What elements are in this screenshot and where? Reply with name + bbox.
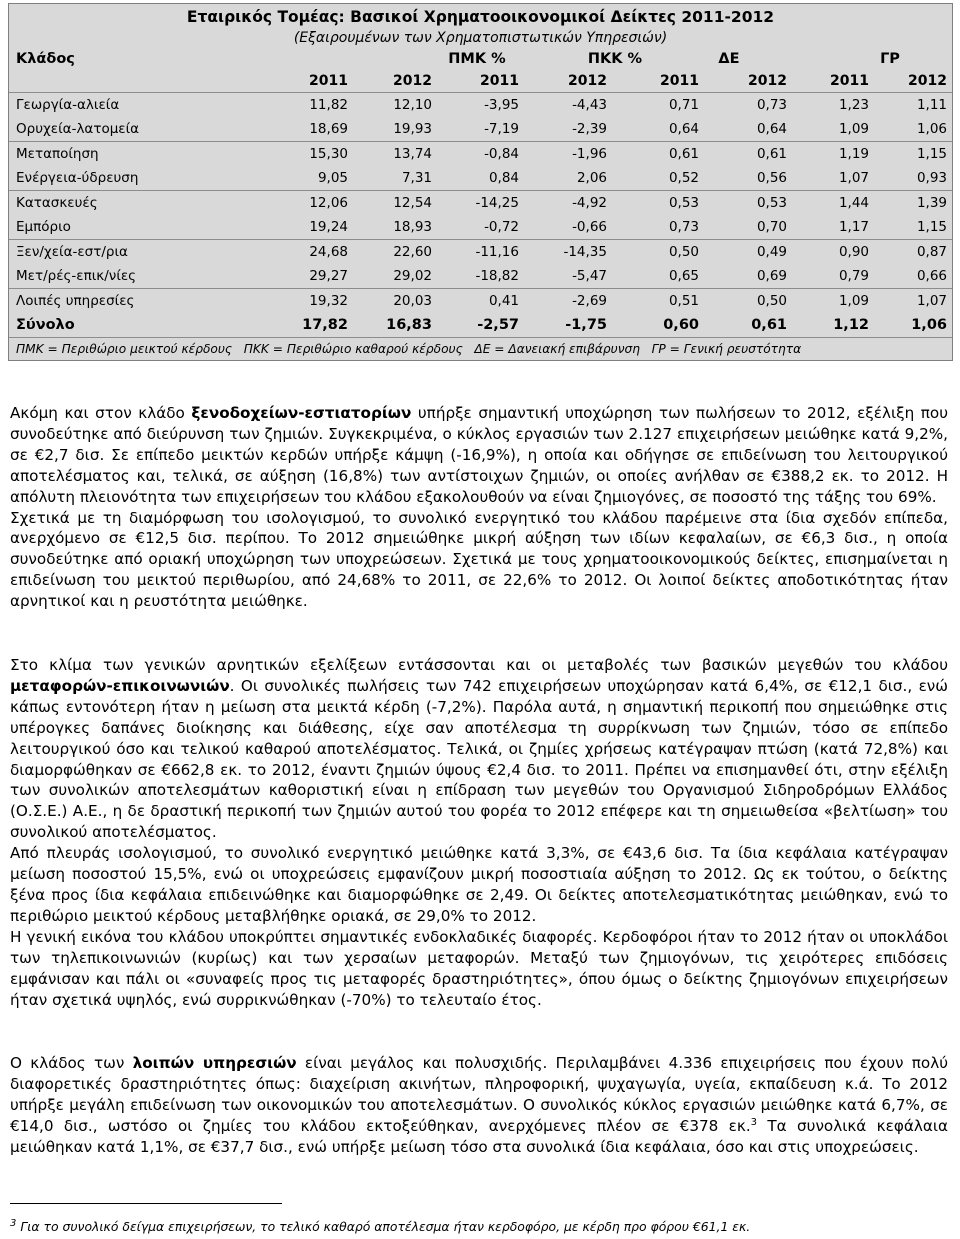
table-cell: 1,11 bbox=[916, 97, 947, 113]
table-cell: 0,61 bbox=[668, 146, 699, 162]
table-cell: 0,56 bbox=[756, 170, 787, 186]
table-cell: 1,23 bbox=[838, 97, 869, 113]
table-cell: 24,68 bbox=[309, 244, 348, 260]
table-cell: 1,06 bbox=[911, 317, 947, 333]
row-header-label: Κλάδος bbox=[16, 51, 75, 67]
table-cell: 0,70 bbox=[756, 219, 787, 235]
text-run: Ο κλάδος των bbox=[10, 1054, 133, 1072]
table-cell: -2,69 bbox=[572, 293, 607, 309]
table-cell: 12,06 bbox=[309, 195, 348, 211]
group-header-pmk: ΠΜΚ % bbox=[448, 51, 506, 67]
text-run: Ακόμη και στον κλάδο bbox=[10, 404, 192, 422]
group-header-de: ΔΕ bbox=[718, 51, 740, 67]
table-row bbox=[9, 288, 952, 313]
group-header-gr: ΓΡ bbox=[880, 51, 900, 67]
year-header-cell: 2012 bbox=[393, 73, 432, 89]
hotels-paragraph-1 bbox=[10, 403, 948, 508]
table-cell: 1,09 bbox=[838, 121, 869, 137]
table-cell: 29,27 bbox=[309, 268, 348, 284]
group-header-row bbox=[9, 48, 952, 70]
table-cell: 0,60 bbox=[663, 317, 699, 333]
row-label: Σύνολο bbox=[16, 317, 75, 333]
footnote-separator bbox=[10, 1203, 282, 1204]
table-cell: 11,82 bbox=[309, 97, 348, 113]
text-run: Στο κλίμα των γενικών αρνητικών εξελίξεων εντάσσονται και οι μεταβολές των βασικών μεγεθών του κλάδου bbox=[10, 656, 948, 674]
table-cell: -7,19 bbox=[484, 121, 519, 137]
section-other-services bbox=[10, 1053, 948, 1158]
year-header-cell: 2012 bbox=[908, 73, 947, 89]
table-cell: 0,73 bbox=[756, 97, 787, 113]
other-services-paragraph-1 bbox=[10, 1053, 948, 1158]
table-cell: 1,15 bbox=[916, 219, 947, 235]
row-label: Γεωργία-αλιεία bbox=[16, 97, 120, 113]
table-row bbox=[9, 190, 952, 215]
transport-paragraph-2: Από πλευράς ισολογισμού, το συνολικό ενεργητικό μειώθηκε κατά 3,3%, σε €43,6 δισ. Τα ίδια κεφάλαια κατέγραψαν μείωση ποσοστού 15,5%, ενώ οι υποχρεώσεις εμφανίζουν μικρή ποσοστιαία αύξηση το 2012. Ως εκ τούτου, ο δείκτης ξένα προς ίδια κεφάλαια επιδεινώθηκε και διαμορφώθηκε σε 2,49. Οι δείκτες αποτελεσματικότητας μειώθηκαν, ενώ το περιθώριο μεικτού κέρδους μεταβλήθηκε οριακά, σε 29,0% το 2012. bbox=[10, 844, 948, 925]
row-label: Μεταποίηση bbox=[16, 146, 99, 162]
table-cell: 0,53 bbox=[668, 195, 699, 211]
table-cell: 0,61 bbox=[751, 317, 787, 333]
table-row bbox=[9, 141, 952, 166]
table-cell: 1,39 bbox=[916, 195, 947, 211]
table-cell: 0,71 bbox=[668, 97, 699, 113]
table-cell: 1,44 bbox=[838, 195, 869, 211]
table-cell: 0,64 bbox=[668, 121, 699, 137]
text-run: υπήρξε σημαντική υποχώρηση των πωλήσεων το 2012, εξέλιξη που συνοδεύτηκε από διεύρυνση των ζημιών. Συγκεκριμένα, ο κύκλος εργασιών των 2.127 επιχειρήσεων μειώθηκε κατά 9,2%, σε €2,7 δισ. Σε επίπεδο μεικτών κερδών υπήρξε κάμψη (-16,9%), η οποία και οδήγησε σε επιδείνωση του λειτουργικού αποτελέσματος και, τελικά, σε αύξηση (16,8%) των αντίστοιχων ζημιών, οι οποίες ανήλθαν σε €388,2 εκ. το 2012. Η απόλυτη πλειονότητα των επιχειρήσεων του κλάδου εξακολουθούν να είναι ζημιογόνες, σε ποσοστό της τάξης του 69%. bbox=[10, 404, 948, 506]
row-label: Ορυχεία-λατομεία bbox=[16, 121, 140, 137]
year-header-cell: 2011 bbox=[309, 73, 348, 89]
table-title: Εταιρικός Τομέας: Βασικοί Χρηματοοικονομικοί Δείκτες 2011-2012 bbox=[186, 8, 775, 26]
table-cell: 17,82 bbox=[302, 317, 348, 333]
footnote-reference[interactable]: 3 bbox=[750, 1116, 758, 1128]
table-cell: -3,95 bbox=[484, 97, 519, 113]
table-row bbox=[9, 92, 952, 117]
table-cell: 1,15 bbox=[916, 146, 947, 162]
table-cell: -14,35 bbox=[563, 244, 607, 260]
table-cell: 0,84 bbox=[488, 170, 519, 186]
section-transport bbox=[10, 655, 948, 1010]
table-cell: 18,69 bbox=[309, 121, 348, 137]
table-cell: 16,83 bbox=[386, 317, 432, 333]
table-cell: -0,84 bbox=[484, 146, 519, 162]
table-cell: 0,65 bbox=[668, 268, 699, 284]
table-cell: 0,61 bbox=[756, 146, 787, 162]
table-cell: -2,57 bbox=[477, 317, 519, 333]
table-cell: 0,50 bbox=[668, 244, 699, 260]
table-cell: 0,64 bbox=[756, 121, 787, 137]
table-cell: 2,06 bbox=[576, 170, 607, 186]
table-cell: 0,66 bbox=[916, 268, 947, 284]
table-cell: -0,66 bbox=[572, 219, 607, 235]
table-cell: -5,47 bbox=[572, 268, 607, 284]
table-cell: 0,87 bbox=[916, 244, 947, 260]
table-cell: 15,30 bbox=[309, 146, 348, 162]
table-cell: -0,72 bbox=[484, 219, 519, 235]
table-cell: 29,02 bbox=[393, 268, 432, 284]
table-cell: 0,51 bbox=[668, 293, 699, 309]
table-row bbox=[9, 264, 952, 288]
row-label: Εμπόριο bbox=[16, 219, 71, 235]
sector-name-transport: μεταφορών-επικοινωνιών bbox=[10, 676, 230, 695]
table-cell: -2,39 bbox=[572, 121, 607, 137]
hotels-paragraph-2: Σχετικά με τη διαμόρφωση του ισολογισμού, το συνολικό ενεργητικό του κλάδου παρέμεινε στα ίδια σχεδόν επίπεδα, ανερχόμενο σε €12,5 δισ. περίπου. Το 2012 σημειώθηκε μικρή αύξηση των ιδίων κεφαλαίων, σε €6,3 δισ., η οποία συνοδεύτηκε από οριακή υποχώρηση των υποχρεώσεων. Σχετικά με τους χρηματοοικονομικούς δείκτες, επισημαίνεται η επιδείνωση του μεικτού περιθωρίου, από 24,68% το 2011, σε 22,6% το 2012. Οι λοιποί δείκτες αποδοτικότητας ήταν αρνητικοί και η ρευστότητα μειώθηκε. bbox=[10, 508, 948, 611]
table-cell: 0,79 bbox=[838, 268, 869, 284]
section-hotels bbox=[10, 403, 948, 612]
row-label: Μετ/ρές-επικ/νίες bbox=[16, 268, 137, 284]
page-footnote bbox=[10, 1219, 750, 1234]
table-row bbox=[9, 215, 952, 239]
table-cell: 19,93 bbox=[393, 121, 432, 137]
table-cell: -11,16 bbox=[475, 244, 519, 260]
table-cell: -4,43 bbox=[572, 97, 607, 113]
table-body bbox=[9, 92, 952, 337]
text-run: Τα συνολικά κεφάλαια μειώθηκαν κατά 1,1%, σε €37,7 δισ., ενώ υπήρξε μείωση τόσο στα συνολικά ίδια κεφάλαια, όσο και στις υποχρεώσεις. bbox=[10, 1116, 948, 1156]
group-header-pkk: ΠΚΚ % bbox=[587, 51, 643, 67]
table-cell: -18,82 bbox=[475, 268, 519, 284]
table-cell: 0,90 bbox=[838, 244, 869, 260]
sector-name-hotels: ξενοδοχείων-εστιατορίων bbox=[191, 404, 412, 422]
table-cell: 1,06 bbox=[916, 121, 947, 137]
table-cell: 7,31 bbox=[401, 170, 432, 186]
table-subtitle: (Εξαιρουμένων των Χρηματοπιστωτικών Υπηρεσιών) bbox=[293, 30, 668, 46]
year-header-cell: 2012 bbox=[568, 73, 607, 89]
table-cell: 1,17 bbox=[838, 219, 869, 235]
table-cell: 1,07 bbox=[838, 170, 869, 186]
table-cell: 12,10 bbox=[393, 97, 432, 113]
year-header-cell: 2011 bbox=[480, 73, 519, 89]
table-cell: 1,12 bbox=[833, 317, 869, 333]
table-cell: 19,32 bbox=[309, 293, 348, 309]
text-run: . Οι συνολικές πωλήσεις των 742 επιχειρήσεων υποχώρησαν κατά 6,4%, σε €12,1 δισ., ενώ κάπως εντονότερη ήταν η μείωση στα μεικτά κέρδη (-7,2%). Παρόλα αυτά, η σημαντική περικοπή που σημειώθηκε στις υπέρογκες δαπάνες διοίκησης και διάθεσης, είχε σαν αποτέλεσμα τη συρρίκνωση των ζημιών, τόσο σε επίπεδο λειτουργικού όσο και τελικού καθαρού αποτελέσματος. Τελικά, οι ζημίες χρήσεως κατέγραψαν πτώση (κατά 72,8%) και διαμορφώθηκαν σε €662,8 εκ. το 2012, έναντι ζημιών ύψους €2,4 δισ. το 2011. Πρέπει να επισημανθεί ότι, στην εξέλιξη των συνολικών αποτελεσμάτων καθοριστική είναι η επίδραση των μεγεθών του Οργανισμού Σιδηροδρόμων Ελλάδος (Ο.Σ.Ε.) Α.Ε., η δε δραστική περικοπή των ζημιών αυτού του φορέα το 2012 επέφερε και τη σημειωθείσα «βελτίωση» του συνολικού αποτελέσματος. bbox=[10, 676, 948, 842]
table-cell: 9,05 bbox=[317, 170, 348, 186]
table-footnote: ΠΜΚ = Περιθώριο μεικτού κέρδους ΠΚΚ = Περιθώριο καθαρού κέρδους ΔΕ = Δανειακή επιβάρυνση ΓΡ = Γενική ρευστότητα bbox=[9, 337, 952, 360]
table-cell: 12,54 bbox=[393, 195, 432, 211]
table-cell: 18,93 bbox=[393, 219, 432, 235]
table-cell: 1,09 bbox=[838, 293, 869, 309]
table-row bbox=[9, 239, 952, 264]
table-cell: 0,50 bbox=[756, 293, 787, 309]
table-row bbox=[9, 117, 952, 141]
table-cell: 0,69 bbox=[756, 268, 787, 284]
row-label: Ξεν/χεία-εστ/ρια bbox=[16, 244, 128, 260]
table-cell: 19,24 bbox=[309, 219, 348, 235]
footnote-text: Για το συνολικό δείγμα επιχειρήσεων, το τελικό καθαρό αποτέλεσμα ήταν κερδοφόρο, με κέρδη προ φόρου €61,1 εκ. bbox=[16, 1219, 751, 1234]
sector-name-other-services: λοιπών υπηρεσιών bbox=[132, 1054, 297, 1072]
transport-paragraph-1 bbox=[10, 655, 948, 843]
text-run: είναι μεγάλος και πολυσχιδής. Περιλαμβάνει 4.336 επιχειρήσεις που έχουν πολύ διαφορετικές δραστηριότητες όπως: διαχείριση ακινήτων, πληροφορική, ψυχαγωγία, υγεία, εκπαίδευση κ.ά. Το 2012 υπήρξε μεγάλη επιδείνωση των οικονομικών του αποτελεσμάτων. Ο συνολικός κύκλος εργασιών μειώθηκε κατά 6,7%, σε €14,0 δισ., ωστόσο οι ζημίες του κλάδου εκτοξεύθηκαν, ανερχόμενες πλέον σε €378 εκ. bbox=[10, 1054, 948, 1135]
table-cell: -1,75 bbox=[565, 317, 607, 333]
table-total-row bbox=[9, 313, 952, 337]
table-cell: -1,96 bbox=[572, 146, 607, 162]
table-cell: -4,92 bbox=[572, 195, 607, 211]
table-cell: 1,07 bbox=[916, 293, 947, 309]
row-label: Κατασκευές bbox=[16, 195, 98, 211]
year-header-cell: 2011 bbox=[660, 73, 699, 89]
transport-paragraph-3: Η γενική εικόνα του κλάδου υποκρύπτει σημαντικές ενδοκλαδικές διαφορές. Κερδοφόροι ήταν το 2012 ήταν οι υποκλάδοι των τηλεπικοινωνιών (κυρίως) και των χερσαίων μεταφορών. Μεταξύ των ζημιογόνων, τις χειρότερες επιδόσεις εμφάνισαν και πάλι οι «συναφείς προς τις μεταφορές δραστηριότητες», όπου όμως ο δείκτης ζημιογόνων επιχειρήσεων ήταν σχετικά υψηλός, ενώ συρρικνώθηκαν (-70%) το τελευταίο έτος. bbox=[10, 927, 948, 1009]
table-cell: 20,03 bbox=[393, 293, 432, 309]
table-cell: 1,19 bbox=[838, 146, 869, 162]
financial-ratios-table bbox=[8, 3, 953, 361]
table-cell: 0,49 bbox=[756, 244, 787, 260]
table-cell: -14,25 bbox=[475, 195, 519, 211]
table-cell: 0,53 bbox=[756, 195, 787, 211]
year-header-cell: 2011 bbox=[830, 73, 869, 89]
row-label: Ενέργεια-ύδρευση bbox=[16, 170, 139, 186]
year-header-cell: 2012 bbox=[748, 73, 787, 89]
footnote-marker: 3 bbox=[10, 1217, 17, 1229]
table-cell: 0,93 bbox=[916, 170, 947, 186]
table-cell: 13,74 bbox=[393, 146, 432, 162]
table-cell: 0,41 bbox=[488, 293, 519, 309]
table-cell: 0,73 bbox=[668, 219, 699, 235]
year-header-row bbox=[9, 70, 952, 92]
table-cell: 22,60 bbox=[393, 244, 432, 260]
table-row bbox=[9, 166, 952, 190]
row-label: Λοιπές υπηρεσίες bbox=[16, 293, 135, 309]
table-cell: 0,52 bbox=[668, 170, 699, 186]
